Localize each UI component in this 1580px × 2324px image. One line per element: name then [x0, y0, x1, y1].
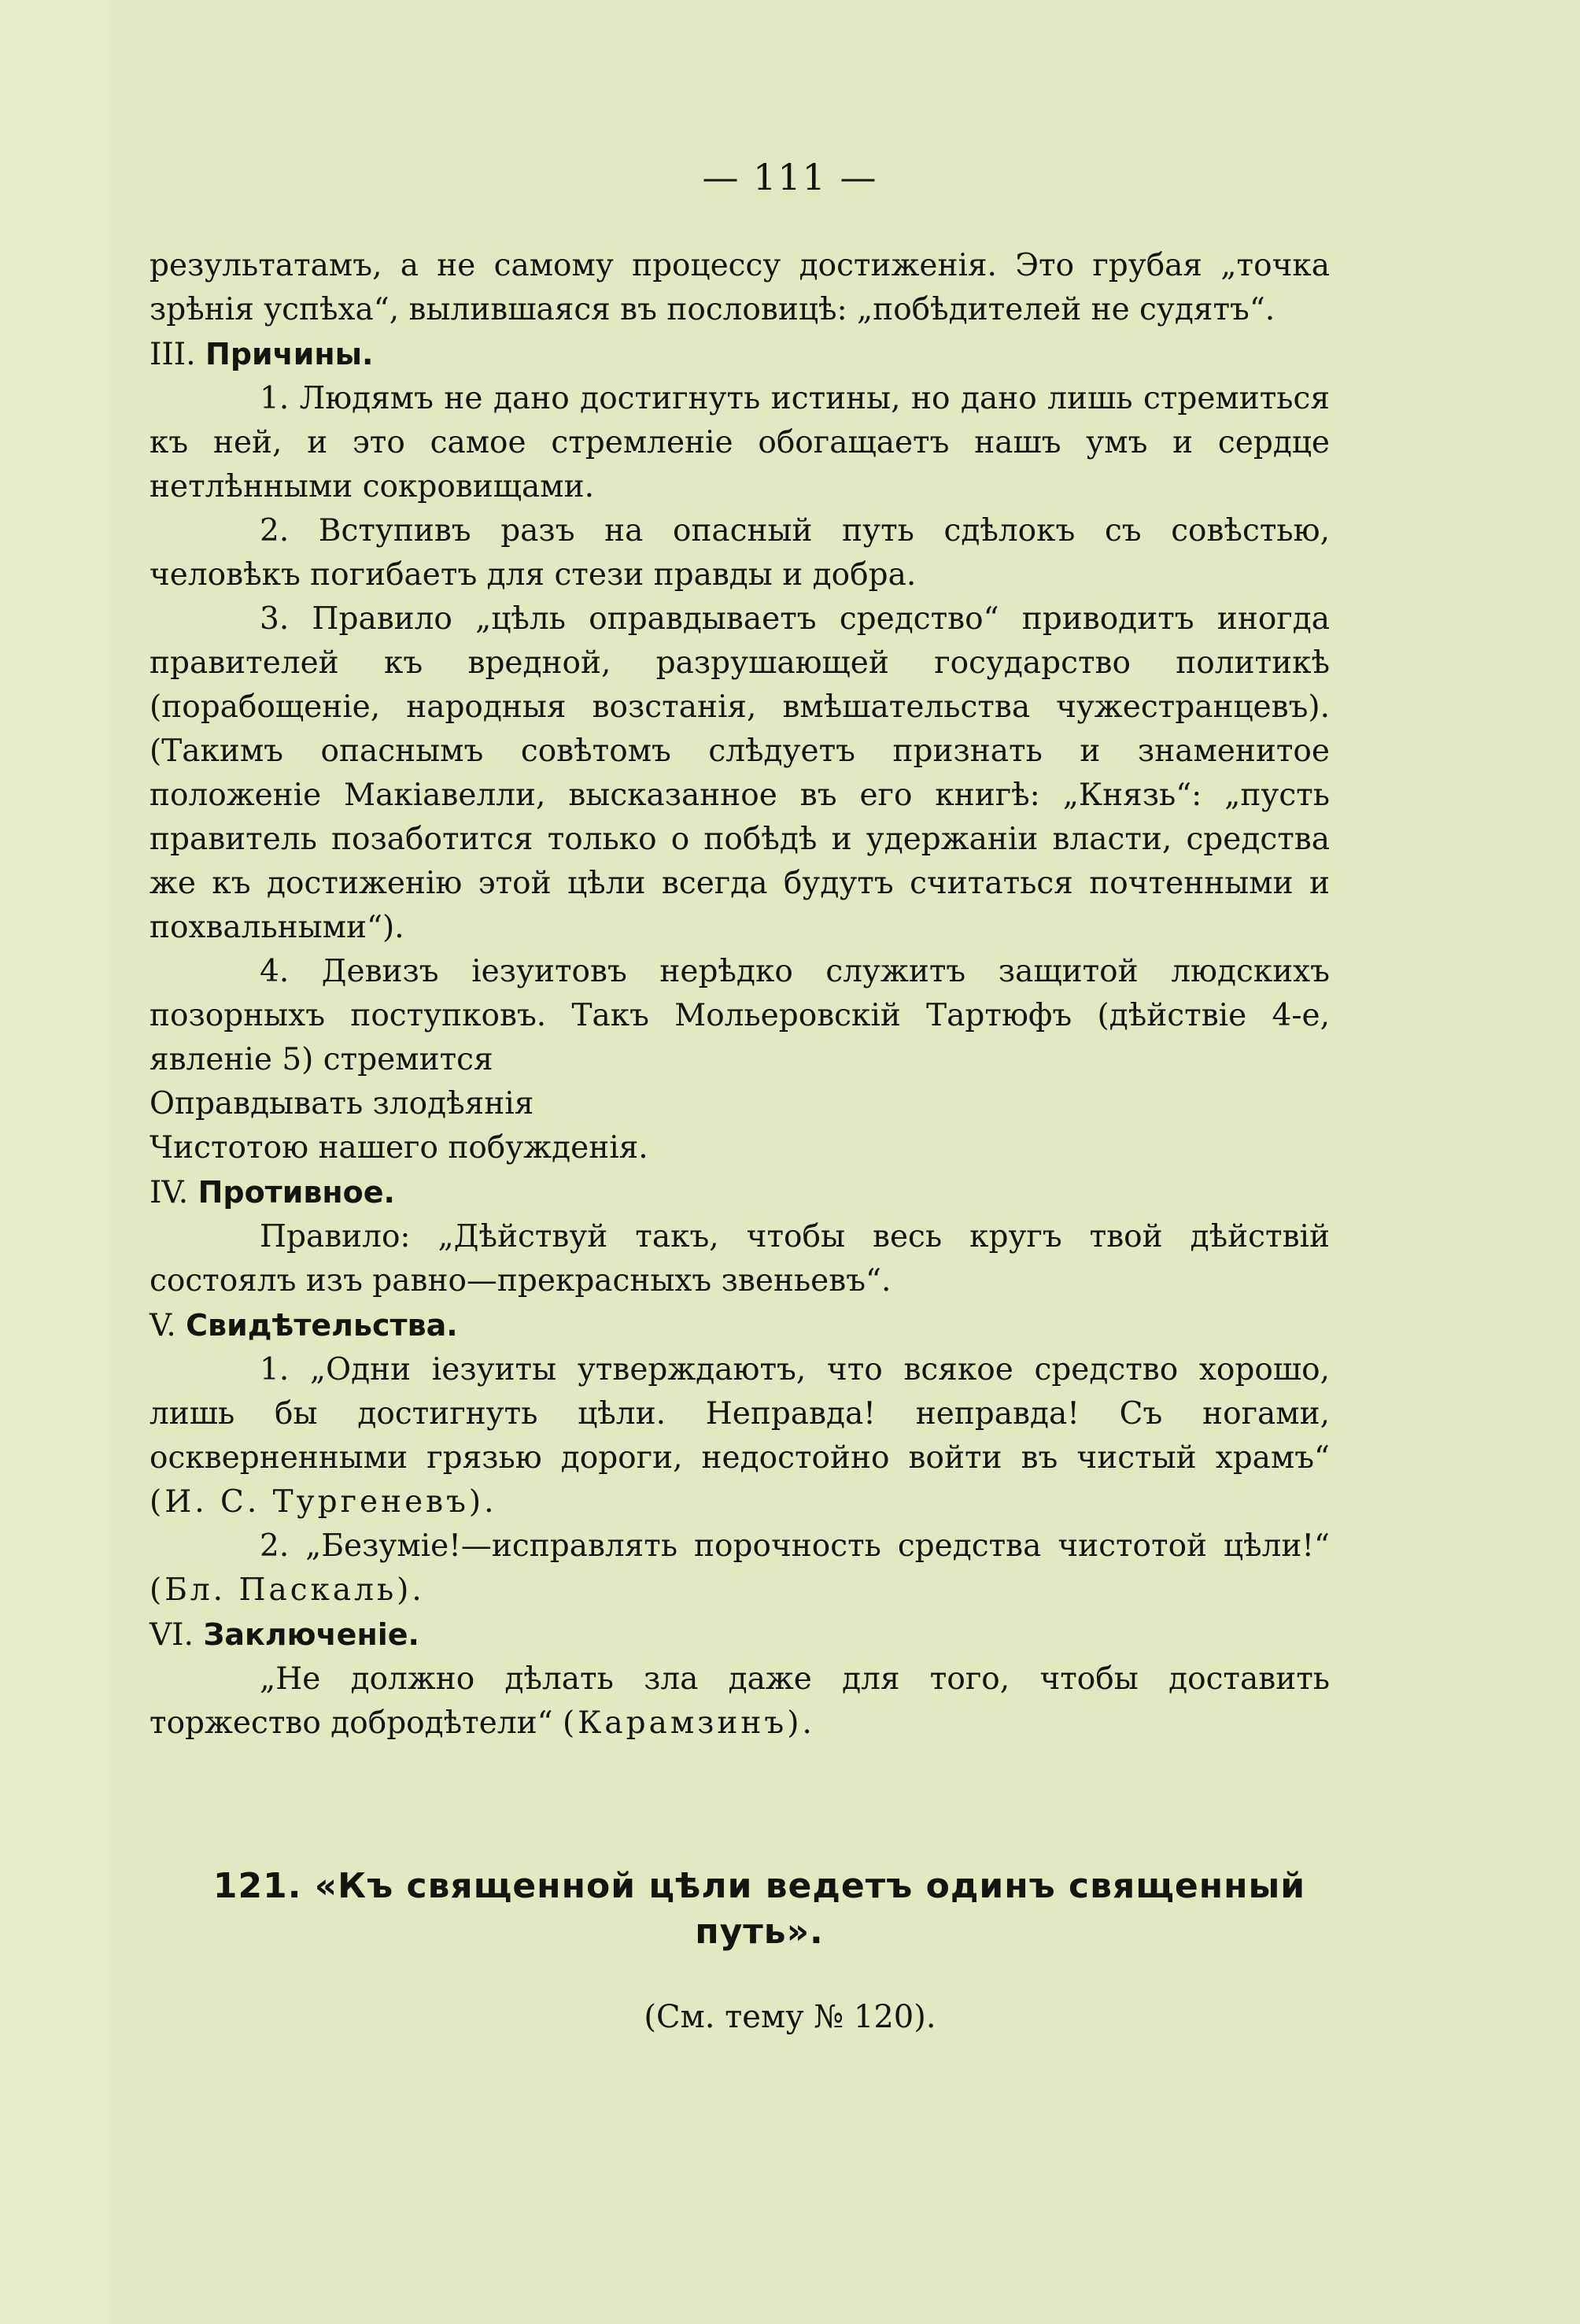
section-heading-causes — [150, 332, 1330, 377]
testimony-1 — [150, 1348, 1330, 1524]
section-title: Свидѣтельства. — [186, 1308, 458, 1343]
verse-line-1: Оправдывать злодѣянія — [150, 1086, 534, 1121]
quote-author: (И. С. Тургеневъ). — [150, 1484, 497, 1520]
verse-line-2: Чистотою нашего побужденія. — [150, 1130, 648, 1166]
section-number: VI. — [150, 1617, 194, 1653]
page-number: — 111 — — [702, 156, 878, 198]
section-title: Заключеніе. — [203, 1617, 419, 1652]
section-number: III. — [150, 337, 196, 372]
section-heading-conclusion — [150, 1613, 1330, 1657]
quote-author: (Карамзинъ). — [562, 1705, 815, 1741]
paragraph-continuation: результатамъ, а не самому процессу достиженія. Это грубая „точка зрѣнія успѣха“, вылившаяся въ пословицѣ: „побѣдителей не судятъ“. — [150, 248, 1330, 327]
opposite-rule: Правило: „Дѣйствуй такъ, чтобы весь кругъ твой дѣйствій состоялъ изъ равно—прекрасныхъ звеньевъ“. — [150, 1219, 1330, 1299]
testimony-2 — [150, 1524, 1330, 1613]
topic-title: 121. «Къ священной цѣли ведетъ одинъ священный путь». — [212, 1866, 1306, 1952]
section-title: Причины. — [205, 337, 374, 371]
quote-text: 1. „Одни іезуиты утверждаютъ, что всякое средство хорошо, лишь бы достигнуть цѣли. Неправда! неправда! Съ ногами, оскверненными грязью дороги, недостойно войти въ чистый храмъ“ — [150, 1352, 1330, 1476]
section-number: V. — [150, 1308, 176, 1343]
quote-text: „Не должно дѣлать зла даже для того, чтобы доставить торжество добродѣтели“ — [150, 1661, 1330, 1741]
section-title: Противное. — [198, 1175, 395, 1210]
section-number: IV. — [150, 1175, 189, 1210]
section-heading-opposite — [150, 1170, 1330, 1215]
section-heading-testimonies — [150, 1303, 1330, 1348]
conclusion-quote — [150, 1657, 1330, 1746]
cause-4: 4. Девизъ іезуитовъ нерѣдко служитъ защитой людскихъ позорныхъ поступковъ. Такъ Мольеровскій Тартюфъ (дѣйствіе 4-е, явленіе 5) стремится — [150, 954, 1330, 1077]
quote-author: (Бл. Паскаль). — [150, 1572, 425, 1608]
body-text — [150, 244, 1330, 1746]
cause-3: 3. Правило „цѣль оправдываетъ средство“ приводитъ иногда правителей къ вредной, разрушающей государство политикѣ (порабощеніе, народныя возстанія, вмѣшательства чужестранцевъ). (Такимъ опаснымъ совѣтомъ слѣдуетъ признать и знаменитое положеніе Макіавелли, высказанное въ его книгѣ: „Князь“: „пусть правитель позаботится только о побѣдѣ и удержаніи власти, средства же къ достиженію этой цѣли всегда будутъ считаться почтенными и похвальными“). — [150, 601, 1330, 945]
topic-reference: (См. тему № 120). — [644, 1999, 936, 2035]
cause-2: 2. Вступивъ разъ на опасный путь сдѣлокъ съ совѣстью, человѣкъ погибаетъ для стези правды и добра. — [150, 513, 1330, 593]
quote-text: 2. „Безуміе!—исправлять порочность средства чистотой цѣли!“ — [260, 1528, 1330, 1564]
cause-1: 1. Людямъ не дано достигнуть истины, но дано лишь стремиться къ ней, и это самое стремленіе обогащаетъ нашъ умъ и сердце нетлѣнными сокровищами. — [150, 381, 1330, 504]
